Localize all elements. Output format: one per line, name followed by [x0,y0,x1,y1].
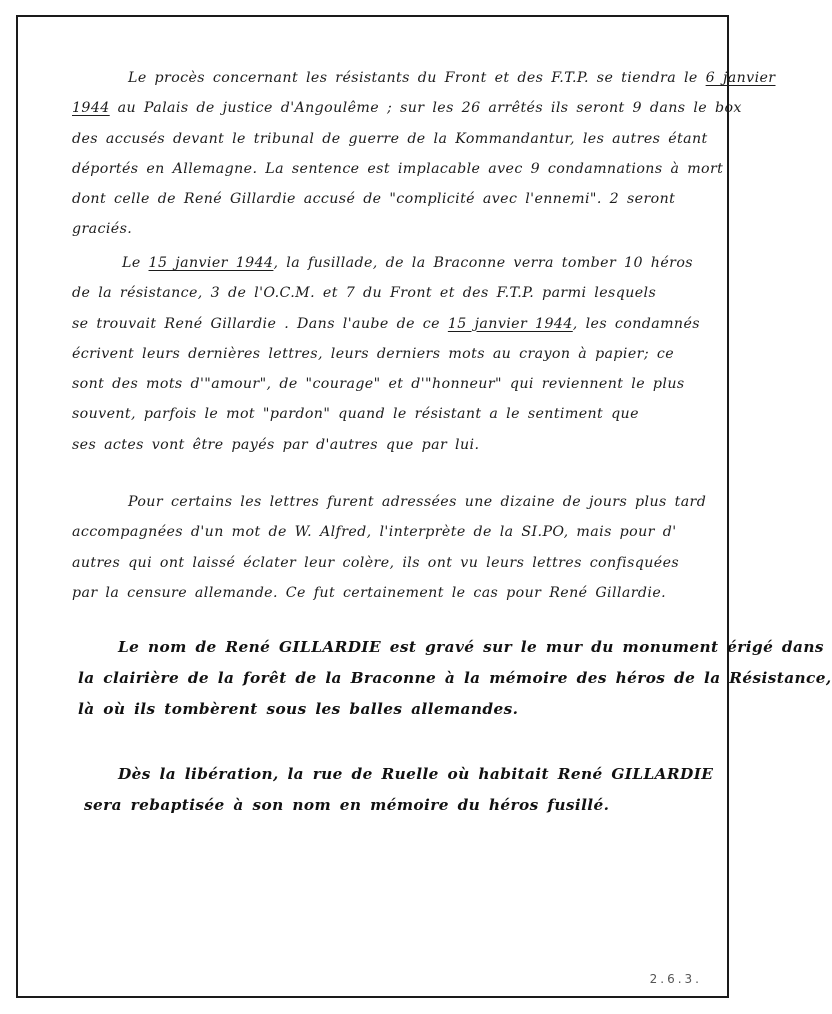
paragraph-letters [72,487,712,608]
text-line: souvent, parfois le mot "pardon" quand le résistant a le sentiment que [72,406,639,423]
text-segment: se trouvait René Gillardie . Dans l'aube de ce [72,315,448,332]
text-line: la clairière de la forêt de la Braconne à la mémoire des héros de la Résistance, [78,669,832,687]
text-line: écrivent leurs dernières lettres, leurs derniers mots au crayon à papier; ce [72,345,675,362]
text-line: graciés. [72,221,133,238]
underlined-date: 1944 [72,100,110,117]
paragraph-monument [78,632,832,725]
text-segment: au Palais de justice d'Angoulême ; sur les 26 arrêtés ils seront 9 dans le box [109,100,742,117]
text-line [72,93,742,123]
text-segment: Le [122,255,149,271]
text-line: Dès la libération, la rue de Ruelle où habitait René GILLARDIE [118,765,714,783]
underlined-date: 15 janvier 1944 [148,255,274,271]
paragraph-trial [72,63,776,245]
text-line: autres qui ont laissé éclater leur colère, ils ont vu leurs lettres confisquées [72,554,680,571]
page-number: 2.6.3. [649,972,702,986]
text-line: sera rebaptisée à son nom en mémoire du héros fusillé. [84,796,610,814]
paragraph-execution [72,248,712,460]
text-line: par la censure allemande. Ce fut certainement le cas pour René Gillardie. [72,584,667,601]
paragraph-street [84,759,724,821]
text-line: sont des mots d'"amour", de "courage" et d'"honneur" qui reviennent le plus [72,376,685,393]
text-segment: , les condamnés [572,315,700,332]
text-line: dont celle de René Gillardie accusé de "complicité avec l'ennemi". 2 seront [72,191,676,208]
text-line [72,63,776,93]
text-line: accompagnées d'un mot de W. Alfred, l'interprète de la SI.PO, mais pour d' [72,524,677,541]
text-line: Le nom de René GILLARDIE est gravé sur le mur du monument érigé dans [118,638,824,656]
text-line [72,309,712,339]
underlined-date: 15 janvier 1944 [447,315,573,332]
text-line [72,248,712,278]
text-line: des accusés devant le tribunal de guerre de la Kommandantur, les autres étant [72,130,708,147]
text-line: déportés en Allemagne. La sentence est implacable avec 9 condamnations à mort [72,160,724,177]
underlined-date: 6 janvier [705,70,776,86]
text-line: là où ils tombèrent sous les balles allemandes. [78,700,519,718]
text-line: ses actes vont être payés par d'autres que par lui. [72,436,480,453]
text-segment: Le procès concernant les résistants du Front et des F.T.P. se tiendra le [128,70,706,86]
text-line: de la résistance, 3 de l'O.C.M. et 7 du Front et des F.T.P. parmi lesquels [72,285,657,302]
text-segment: , la fusillade, de la Braconne verra tomber 10 héros [273,255,693,271]
text-line: Pour certains les lettres furent adressées une dizaine de jours plus tard [128,494,707,510]
